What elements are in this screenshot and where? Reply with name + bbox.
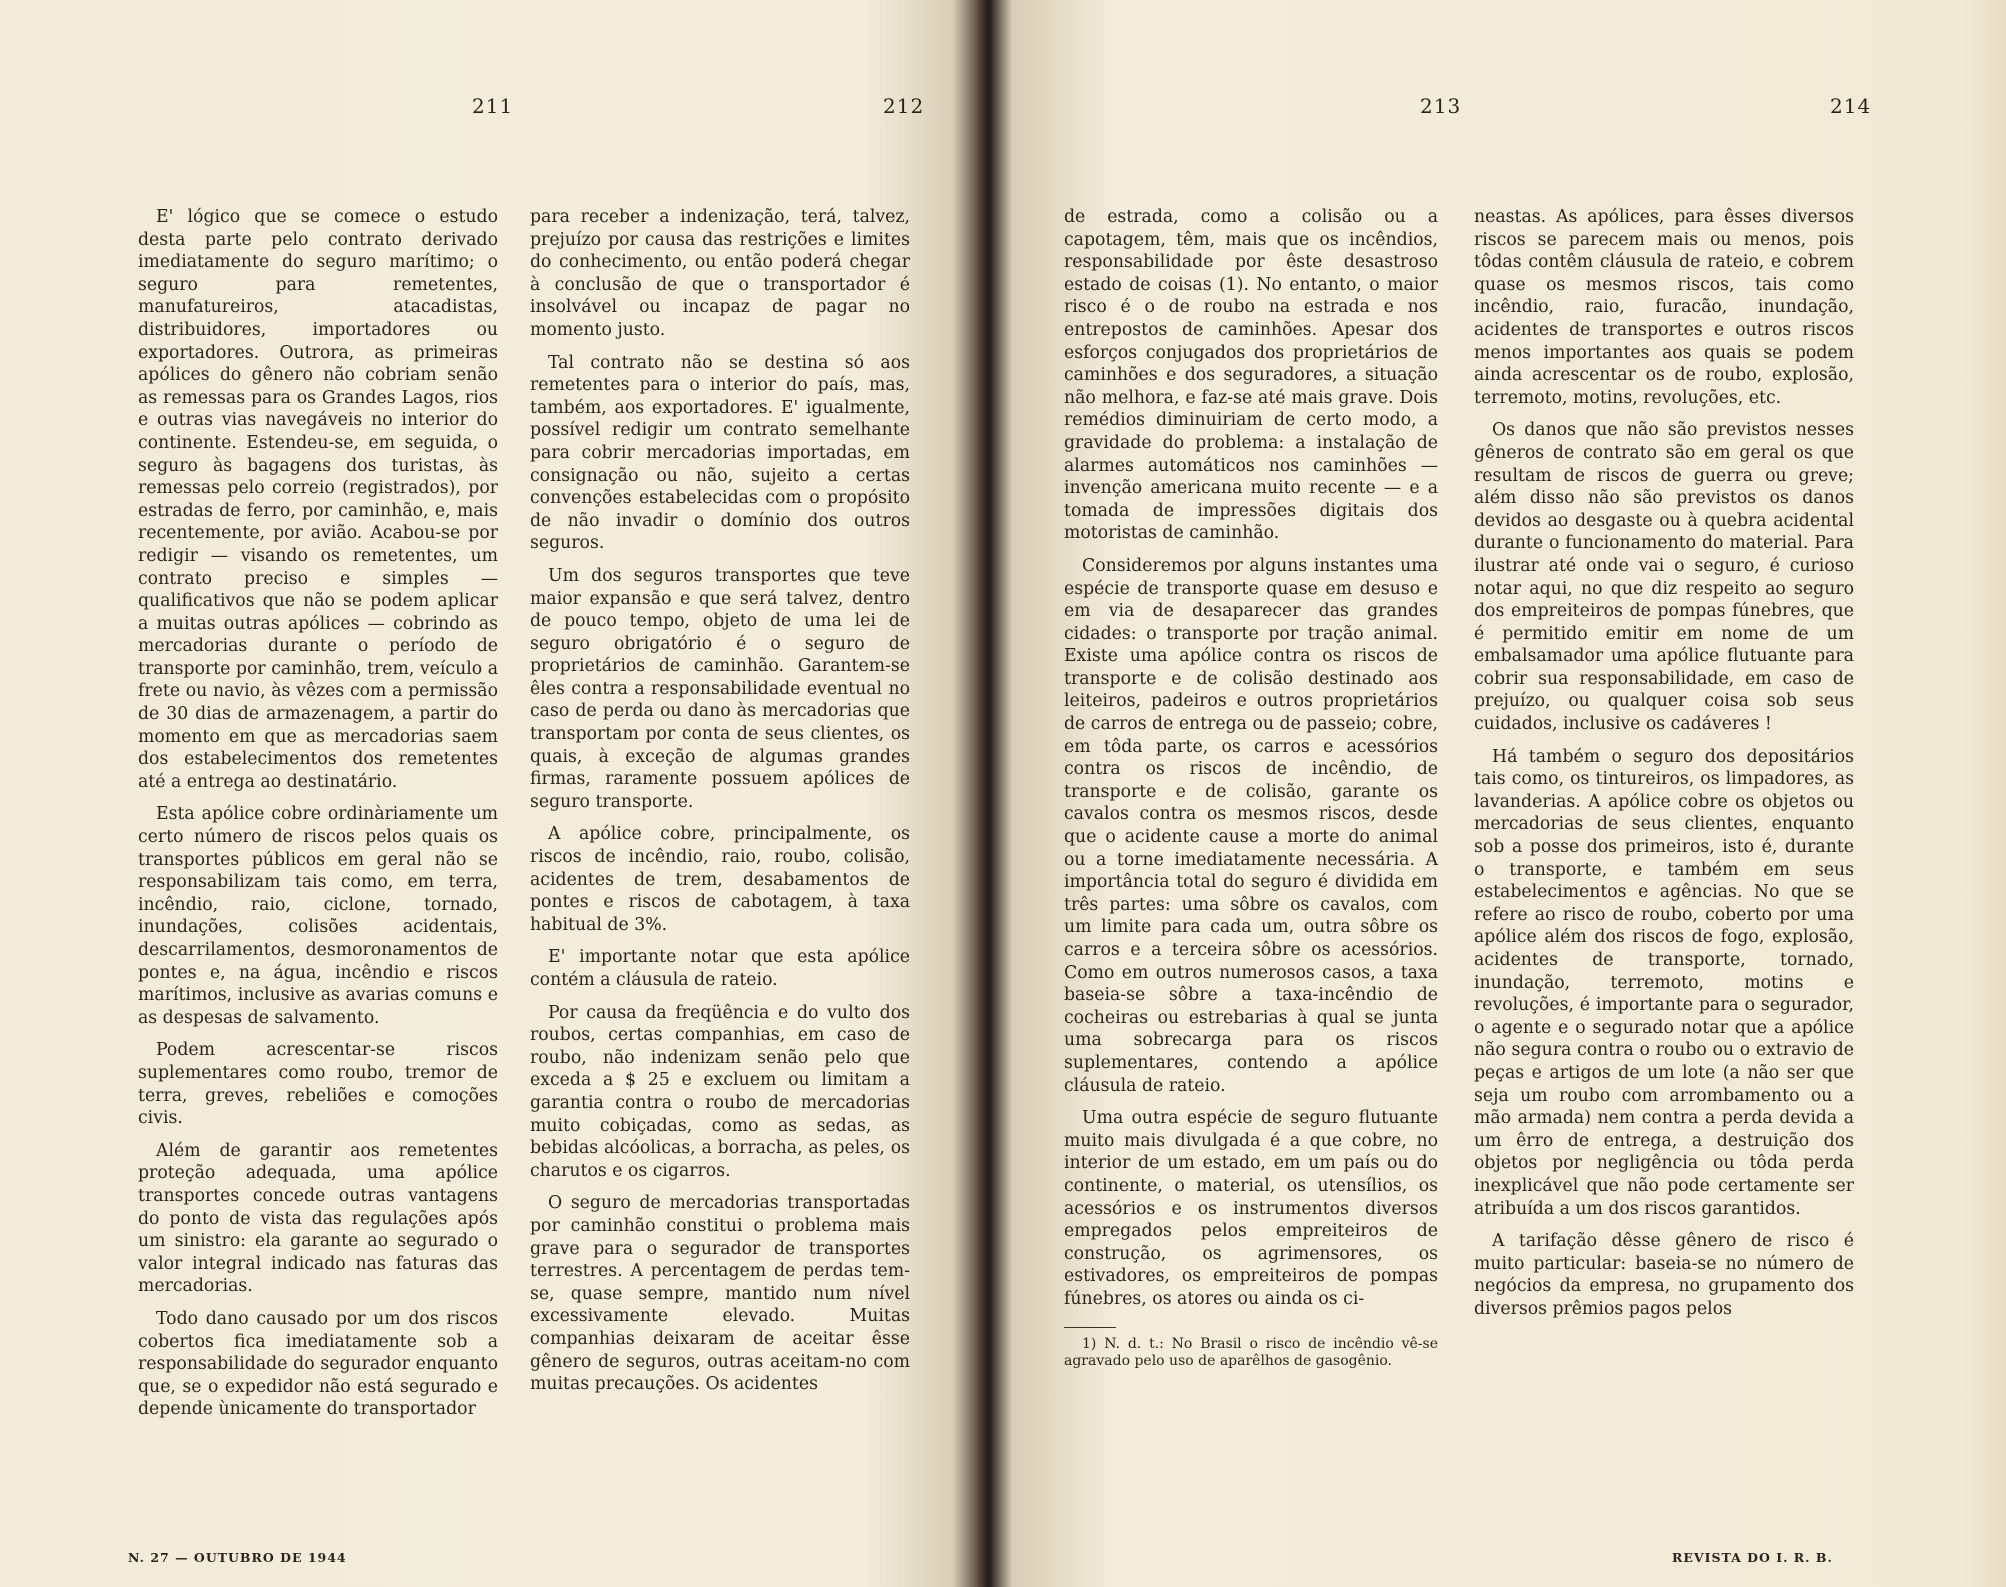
paragraph: Um dos seguros transportes que teve maior expansão e que será talvez, dentro de pouco tempo, objeto de uma lei de seguro obrigatório é o seguro de proprietários de caminhão. Garantem-se êles contra a responsabilidade eventual no caso de perda ou dano às mercadorias que transportam por conta de seus clientes, os quais, à exceção de algumas grandes firmas, raramente possuem apólices de seguro transporte. <box>530 565 910 812</box>
paragraph: Esta apólice cobre ordinàriamente um certo número de riscos pelos quais os transportes públicos em geral não se responsabilizam tais como, em terra, incêndio, raio, ciclone, tornado, inundações, colisões acidentais, descarrilamentos, desmoronamentos de pontes e, na água, incêndio e riscos marítimos, inclusive as avarias comuns e as despesas de salvamento. <box>138 804 498 1028</box>
column-page-212 <box>530 206 910 1406</box>
column-page-211 <box>138 206 498 1431</box>
paragraph-continued: para receber a indenização, terá, talvez, prejuízo por causa das restrições e limites do conhecimento, ou então poderá chegar à conclusão de que o transportador é insolvável ou incapaz de pagar no momento justo. <box>530 207 910 340</box>
paragraph: E' lógico que se comece o estudo desta parte pelo contrato derivado imediatamente do seguro marítimo; o seguro para remetentes, manufatureiros, atacadistas, distribuidores, importadores ou exportadores. Outrora, as primeiras apólices do gênero não cobriam senão as remessas para os Grandes Lagos, rios e outras vias navegáveis no interior do continente. Estendeu-se, em seguida, o seguro às bagagens dos turistas, às remessas pelo correio (registrados), por estradas de ferro, por caminhão, e, mais recentemente, por avião. Acabou-se por redigir — visando os remetentes, um contrato preciso e simples — qualificativos que não se podem aplicar a muitas outras apólices — cobrindo as mercadorias durante o período de transporte por caminhão, trem, veículo a frete ou navio, às vêzes com a permissão de 30 dias de armazenagem, a partir do momento em que as mercadorias saem dos estabelecimentos dos remetentes até a entrega ao destinatário. <box>138 207 498 792</box>
paragraph: Tal contrato não se destina só aos remetentes para o interior do país, mas, também, aos exportadores. E' igualmente, possível redigir um contrato semelhante para cobrir mercadorias importadas, em consignação ou não, sujeito a certas convenções estabelecidas com o propósito de não invadir o domínio dos outros seguros. <box>530 352 910 554</box>
paragraph: A tarifação dêsse gênero de risco é muito particular: baseia-se no número de negócios da empresa, no grupamento dos diversos prêmios pagos pelos <box>1474 1231 1854 1319</box>
page-number-213: 213 <box>1420 94 1462 118</box>
paragraph-continued: de estrada, como a colisão ou a capotagem, têm, mais que os incêndios, responsabilidade por êste desastroso estado de coisas (1). No entanto, o maior risco é o de roubo na estrada e nos entrepostos de caminhões. Apesar dos esforços conjugados dos proprietários de caminhões e dos seguradores, a situação não melhora, e faz-se até mais grave. Dois remédios diminuiriam de certo modo, a gravidade do problema: a instalação de alarmes automáticos nos caminhões — invenção americana muito recente — e a tomada de impressões digitais dos motoristas de caminhão. <box>1064 207 1438 544</box>
paragraph: Além de garantir aos remetentes proteção adequada, uma apólice transportes concede outras vantagens do ponto de vista das regulações após um sinistro: ela garante ao segurado o valor integral indicado nas faturas das mercadorias. <box>138 1140 498 1297</box>
paragraph: E' importante notar que esta apólice contém a cláusula de rateio. <box>530 947 910 990</box>
paragraph: Há também o seguro dos depositários tais como, os tintureiros, os limpadores, as lavanderias. A apólice cobre os objetos ou mercadorias de seus clientes, enquanto sob a posse dos primeiros, isto é, durante o transporte, e também em seus estabelecimentos e agências. No que se refere ao risco de roubo, coberto por uma apólice além dos riscos de fogo, explosão, acidentes de transporte, tornado, inundação, terremoto, motins e revoluções, é importante para o segurador, o agente e o segurado notar que a apólice não segura contra o roubo ou o extravio de peças e artigos de um lote (a não ser que seja um roubo com arrombamento ou a mão armada) nem contra a perda devida a um êrro de entrega, a destruição dos objetos por negligência ou tôda perda inexplicável que não pode certamente ser atribuída a um dos riscos garantidos. <box>1474 746 1854 1219</box>
paragraph: A apólice cobre, principalmente, os riscos de incêndio, raio, roubo, colisão, acidentes de trem, desabamentos de pontes e riscos de cabotagem, à taxa habitual de 3%. <box>530 824 910 935</box>
footer-journal-name: REVISTA DO I. R. B. <box>1672 1550 1833 1565</box>
page-number-212: 212 <box>883 94 925 118</box>
page-number-211: 211 <box>472 94 514 118</box>
paragraph: Consideremos por alguns instantes uma espécie de transporte quase em desuso e em via de desaparecer das grandes cidades: o transporte por tração animal. Existe uma apólice contra os riscos de transporte e de colisão destinado aos leiteiros, padeiros e outros proprietários de carros de entrega ou de passeio; cobre, em tôda parte, os carros e acessórios contra os riscos de incêndio, de transporte e de colisão, garante os cavalos contra os mesmos riscos, desde que o acidente cause a morte do animal ou a torne imediatamente necessária. A importância total do seguro é dividida em três partes: uma sôbre os cavalos, com um limite para cada um, outra sôbre os carros e a terceira sôbre os acessórios. Como em outros numerosos casos, a taxa baseia-se sôbre a taxa-incêndio de cocheiras ou estrebarias à qual se junta uma sobrecarga para os riscos suplementares, contendo a apólice cláusula de rateio. <box>1064 555 1438 1096</box>
page-number-214: 214 <box>1830 94 1872 118</box>
paragraph: Por causa da freqüência e do vulto dos roubos, certas companhias, em caso de roubo, não indenizam senão pelo que exceda a $ 25 e excluem ou limitam a garantia contra o roubo de mercadorias muito cobiçadas, como as sedas, as bebidas alcóolicas, a borracha, as peles, os charutos e os cigarros. <box>530 1002 910 1181</box>
paragraph: O seguro de mercadorias transportadas por caminhão constitui o problema mais grave para o segurador de transportes terrestres. A percentagem de perdas tem-se, quase sempre, mantido num nível excessivamente elevado. Muitas companhias deixaram de aceitar êsse gênero de seguros, outras aceitam-no com muitas precauções. Os acidentes <box>530 1193 910 1395</box>
paragraph-continued: neastas. As apólices, para êsses diversos riscos se parecem mais ou menos, pois tôdas contêm cláusula de rateio, e cobrem quase os mesmos riscos, tais como incêndio, raio, furacão, inundação, acidentes de transportes e outros riscos menos importantes aos quais se podem ainda acrescentar os de roubo, explosão, terremoto, motins, revoluções, etc. <box>1474 207 1854 408</box>
paragraph: Todo dano causado por um dos riscos cobertos fica imediatamente sob a responsabilidade do segurador enquanto que, se o expedidor não está segurado e depende ùnicamente do transportador <box>138 1308 498 1420</box>
paragraph: Podem acrescentar-se riscos suplementares como roubo, tremor de terra, greves, rebeliões e comoções civis. <box>138 1040 498 1129</box>
paragraph: Uma outra espécie de seguro flutuante muito mais divulgada é a que cobre, no interior de um estado, em um país ou do continente, o material, os utensílios, os acessórios e os instrumentos diversos empregados pelos empreiteiros de construção, os agrimensores, os estivadores, os empreiteiros de pompas fúnebres, os atores ou ainda os ci- <box>1064 1108 1438 1309</box>
paragraph: Os danos que não são previstos nesses gêneros de contrato são em geral os que resultam de riscos de guerra ou greve; além disso não são previstos os danos devidos ao desgaste ou à quebra acidental durante o funcionamento do material. Para ilustrar até onde vai o seguro, é curioso notar aqui, no que diz respeito ao seguro dos empreiteiros de pompas fúnebres, que é permitido emitir em nome de um embalsamador uma apólice flutuante para cobrir sua responsabilidade, em caso de prejuízo, ou qualquer coisa sob seus cuidados, inclusive os cadáveres ! <box>1474 420 1854 735</box>
right-page <box>992 0 2006 1587</box>
column-page-214 <box>1474 206 1854 1331</box>
left-page <box>0 0 982 1587</box>
footer-issue-date: N. 27 — OUTUBRO DE 1944 <box>128 1550 347 1565</box>
column-page-213 <box>1064 206 1438 1380</box>
footnote-rule <box>1064 1327 1116 1328</box>
footnote: 1) N. d. t.: No Brasil o risco de incêndio vê-se agravado pelo uso de aparêlhos de gasogênio. <box>1064 1335 1438 1369</box>
